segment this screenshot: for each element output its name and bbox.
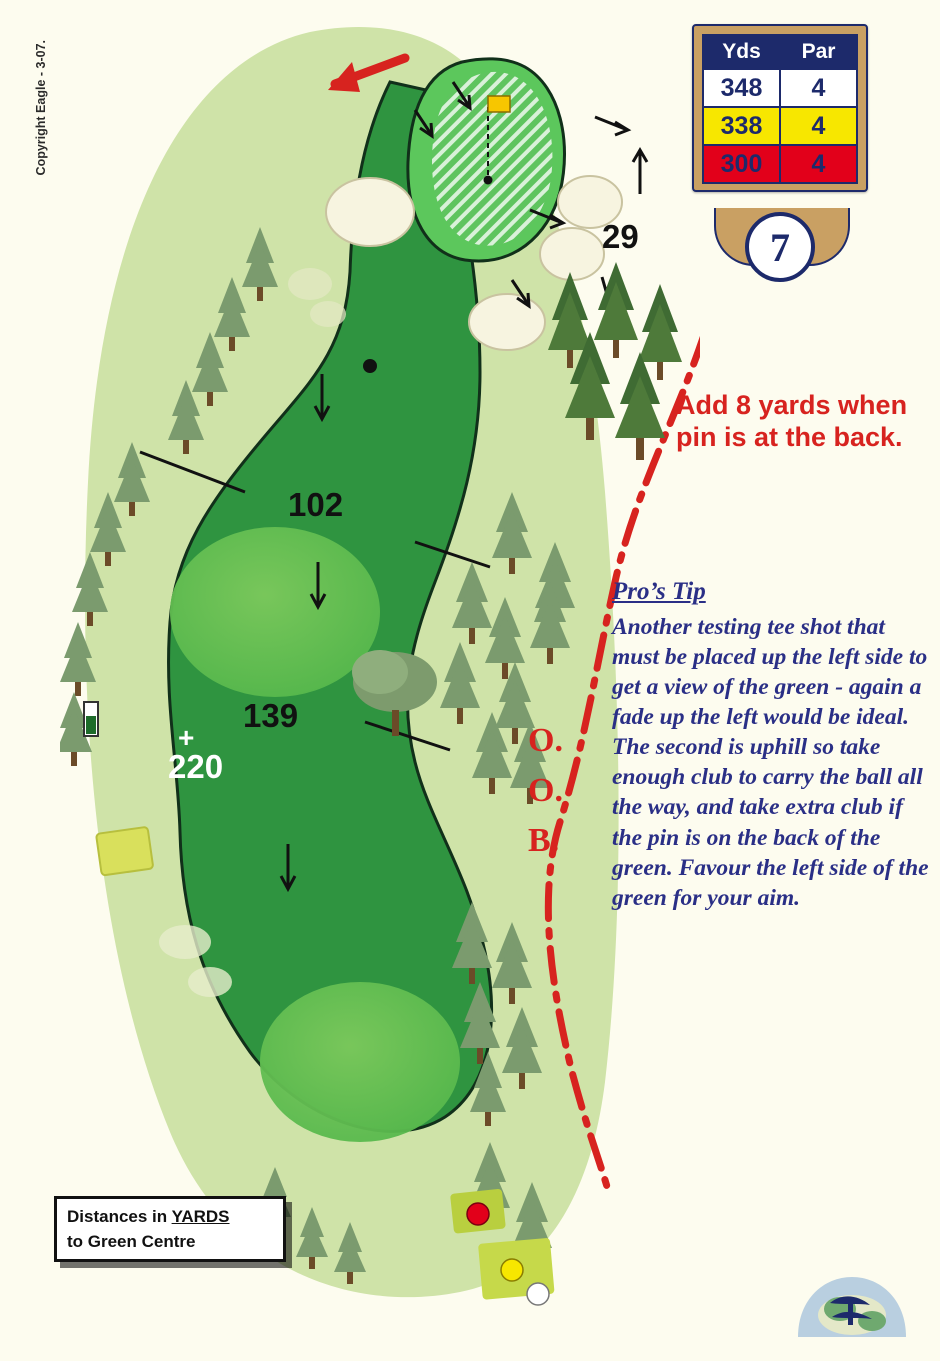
scorecard-frame — [692, 24, 868, 192]
copyright-notice — [34, 40, 54, 340]
copyright-text: Copyright Eagle - 3-07. — [34, 40, 48, 176]
bunker-front-green — [469, 294, 545, 350]
scorecard-row-white — [703, 69, 857, 107]
red-yards: 300 — [703, 145, 780, 183]
scorecard-row-yellow — [703, 107, 857, 145]
legend-line-1 — [67, 1205, 273, 1230]
oob-letter-o2: O. — [528, 772, 563, 809]
oob-letter-o1: O. — [528, 722, 563, 759]
distance-139: 139 — [243, 697, 299, 734]
scorecard-table — [702, 34, 858, 184]
bunker-right-middle — [540, 228, 604, 280]
scorecard — [692, 24, 868, 192]
distance-29: 29 — [602, 218, 639, 255]
pin-adjustment-note: Add 8 yards when pin is at the back. — [676, 390, 908, 452]
scorecard-header-par: Par — [780, 35, 857, 69]
rough-patch-d — [188, 967, 232, 997]
yellow-yards: 338 — [703, 107, 780, 145]
rough-patch-b — [310, 301, 346, 327]
red-par: 4 — [780, 145, 857, 183]
tee-marker-red — [467, 1203, 489, 1225]
yellow-par: 4 — [780, 107, 857, 145]
pro-tip-title: Pro’s Tip — [612, 578, 706, 605]
hole-diagram — [60, 22, 700, 1322]
distance-102: 102 — [288, 486, 344, 523]
tee-marker-white — [527, 1283, 549, 1305]
rough-patch-a — [288, 268, 332, 300]
hole-cup — [484, 176, 493, 185]
scorecard-header-row — [703, 35, 857, 69]
fairway-mound-upper — [170, 527, 380, 697]
legend-line-2: to Green Centre — [67, 1231, 196, 1251]
hole-number-badge — [692, 208, 868, 294]
white-par: 4 — [780, 69, 857, 107]
eagle-logo-icon — [788, 1269, 916, 1343]
pro-tip-body: Another testing tee shot that must be placed up the left side to get a view of the green - again a fade up the left would be ideal. The second is uphill so take enough club to carry the ball all the way, and take extra club if the pin is on the back of the green. Favour the left side of the green for your aim. — [612, 614, 929, 911]
tee-marker-yellow — [501, 1259, 523, 1281]
flag-icon — [488, 96, 510, 112]
hole-number: 7 — [745, 212, 815, 282]
legend-prefix: Distances in — [67, 1207, 172, 1226]
legend-box — [54, 1196, 286, 1262]
legend-units: YARDS — [171, 1207, 230, 1226]
rough-patch-c — [159, 925, 211, 959]
oob-letter-b: B. — [528, 822, 560, 859]
ball-position-marker — [363, 359, 377, 373]
bunker-left-green — [326, 178, 414, 246]
distance-plus-marker: + — [178, 722, 195, 753]
distance-220: 220 — [168, 748, 224, 785]
fairway-mound-lower — [260, 982, 460, 1142]
white-yards: 348 — [703, 69, 780, 107]
scorecard-header-yards: Yds — [703, 35, 780, 69]
scorecard-row-red — [703, 145, 857, 183]
